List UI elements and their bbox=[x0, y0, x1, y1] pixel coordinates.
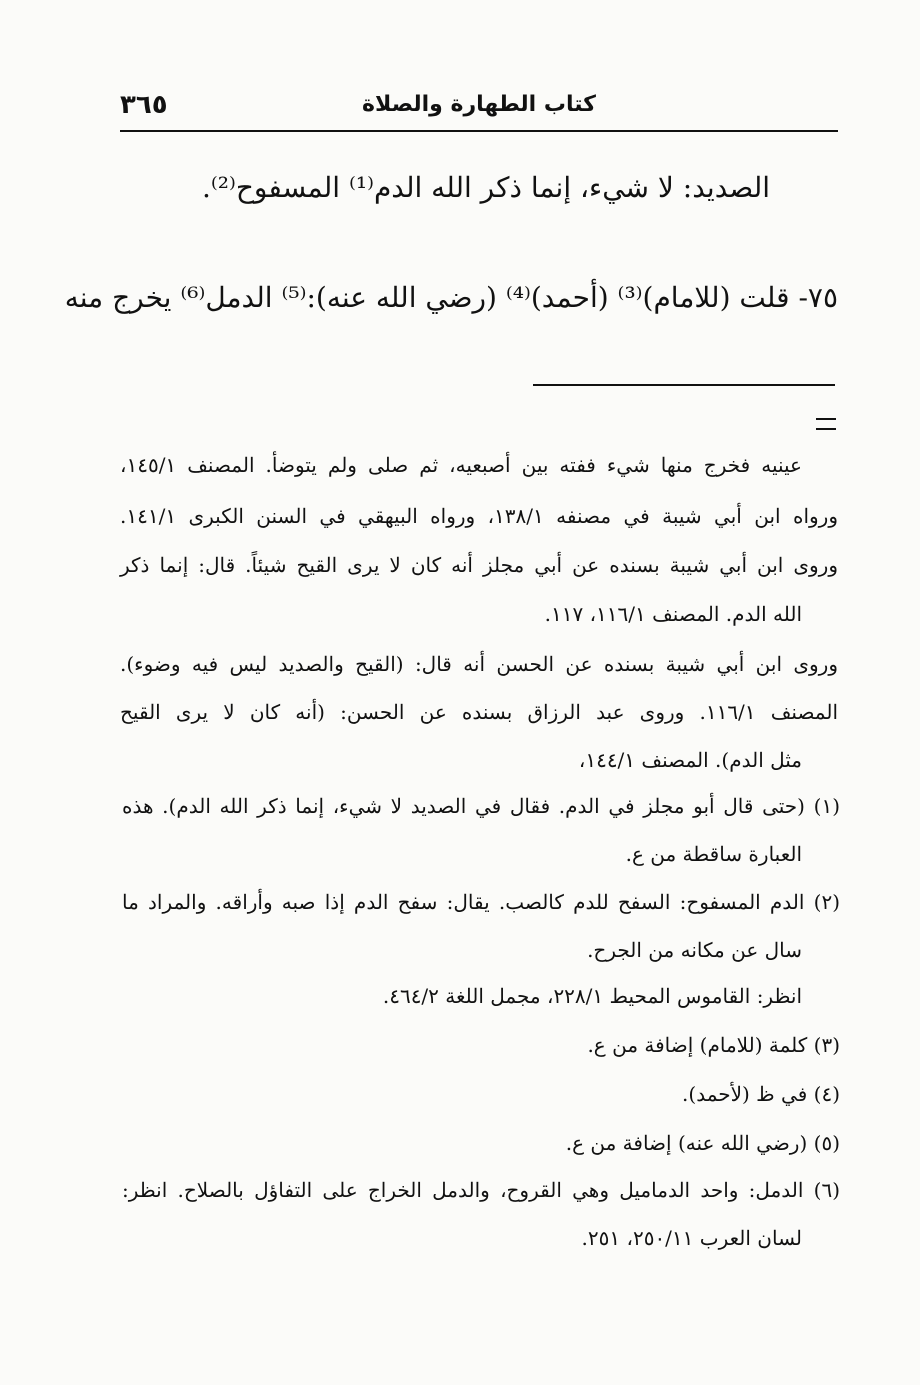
footnote-cont-line-6: المصنف ١١٦/١. وروى عبد الرزاق بسنده عن الحسن: (أنه كان لا يرى القيح bbox=[120, 700, 838, 724]
footnote-cont-line-1: عينيه فخرج منها شيء ففته بين أصبعيه، ثم صلى ولم يتوضأ. المصنف ١٤٥/١، bbox=[120, 453, 802, 477]
footnote-5: (٥) (رضي الله عنه) إضافة من ع. bbox=[565, 1131, 840, 1155]
footnote-cont-line-5: وروى ابن أبي شيبة بسنده عن الحسن أنه قال: (القيح والصديد ليس فيه وضوء). bbox=[120, 652, 838, 676]
footnote-2-line-2: سال عن مكانه من الجرح. bbox=[587, 938, 802, 962]
footnote-3: (٣) كلمة (للامام) إضافة من ع. bbox=[587, 1033, 840, 1057]
main-text-line-1: الصديد: لا شيء، إنما ذكر الله الدم⁽¹⁾ المسفوح⁽²⁾. bbox=[201, 171, 770, 204]
footnote-2-line-1: (٢) الدم المسفوح: السفح للدم كالصب. يقال: سفح الدم إذا صبه وأراقه. والمراد ما bbox=[122, 890, 840, 914]
running-title: كتاب الطهارة والصلاة bbox=[362, 92, 596, 117]
footnote-cont-line-7: مثل الدم). المصنف ١٤٤/١، bbox=[578, 748, 802, 772]
footnote-6-line-2: لسان العرب ٢٥٠/١١، ٢٥١. bbox=[581, 1226, 802, 1250]
page-number: ٣٦٥ bbox=[120, 90, 168, 120]
footnote-1-line-2: العبارة ساقطة من ع. bbox=[625, 842, 802, 866]
footnote-2-line-3: انظر: القاموس المحيط ٢٢٨/١، مجمل اللغة ٤٦٤/٢. bbox=[382, 984, 802, 1008]
footnote-4: (٤) في ظ (لأحمد). bbox=[682, 1082, 840, 1106]
footnote-cont-line-2: ورواه ابن أبي شيبة في مصنفه ١٣٨/١، ورواه البيهقي في السنن الكبرى ١٤١/١. bbox=[120, 504, 838, 528]
footnote-cont-line-4: الله الدم. المصنف ١١٦/١، ١١٧. bbox=[544, 602, 802, 626]
footnote-cont-line-3: وروى ابن أبي شيبة بسنده عن أبي مجلز أنه كان لا يرى القيح شيئاً. قال: إنما ذكر bbox=[120, 553, 838, 577]
footnote-1-line-1: (١) (حتى قال أبو مجلز في الدم. فقال في الصديد لا شيء، إنما ذكر الله الدم). هذه bbox=[122, 794, 840, 818]
continuation-mark bbox=[816, 418, 836, 430]
footnote-6-line-1: (٦) الدمل: واحد الدماميل وهي القروح، والدمل الخراج على التفاؤل بالصلاح. انظر: bbox=[122, 1178, 840, 1202]
footnote-separator bbox=[533, 384, 835, 386]
page-header bbox=[120, 88, 838, 132]
main-text-line-2: ٧٥- قلت (للامام)⁽³⁾ (أحمد)⁽⁴⁾ (رضي الله عنه):⁽⁵⁾ الدمل⁽⁶⁾ يخرج منه bbox=[64, 281, 838, 314]
